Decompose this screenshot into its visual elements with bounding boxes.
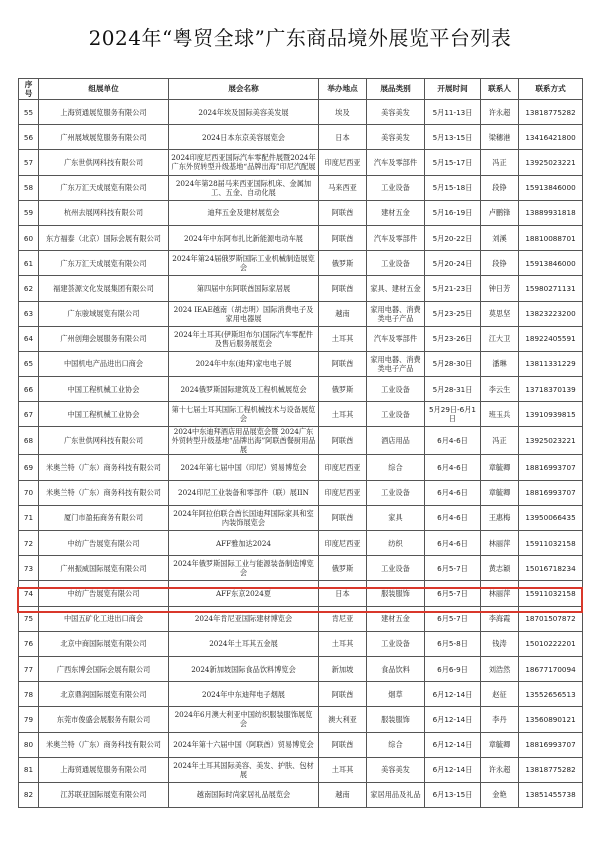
row-index: 63	[19, 301, 39, 326]
table-row	[19, 225, 583, 250]
date-cell: 5月28-30日	[425, 351, 481, 376]
phone-cell: 15980271131	[519, 276, 583, 301]
row-index: 77	[19, 656, 39, 681]
category-cell: 工业设备	[367, 631, 425, 656]
date-cell: 6月12-14日	[425, 682, 481, 707]
exhibition-name-cell: 2024印尼工业装备和零部件（联）展IIN	[169, 480, 319, 505]
location-cell: 越南	[319, 301, 367, 326]
date-cell: 5月16-19日	[425, 200, 481, 225]
category-cell: 家用电器、消费类电子产品	[367, 351, 425, 376]
date-cell: 6月5-7日	[425, 606, 481, 631]
exhibition-name-cell: 2024年肯尼亚国际建材博览会	[169, 606, 319, 631]
table-row	[19, 200, 583, 225]
exhibition-name-cell: 2024年中东(迪拜)家电电子展	[169, 351, 319, 376]
row-index: 81	[19, 757, 39, 782]
organizer-cell: 上海贸通展览服务有限公司	[39, 100, 169, 125]
exhibition-name-cell: 2024年中东阿布扎比新能源电动车展	[169, 225, 319, 250]
row-index: 74	[19, 581, 39, 606]
exhibition-name-cell: 迪拜五金及建材展览会	[169, 200, 319, 225]
contact-cell: 许永超	[481, 757, 519, 782]
phone-cell: 18816993707	[519, 480, 583, 505]
contact-cell: 赵征	[481, 682, 519, 707]
location-cell: 俄罗斯	[319, 377, 367, 402]
row-index: 78	[19, 682, 39, 707]
category-cell: 家用电器、消费类电子产品	[367, 301, 425, 326]
organizer-cell: 北京中商国际展览有限公司	[39, 631, 169, 656]
header-organizer: 组展单位	[39, 79, 169, 100]
exhibition-name-cell: 2024 IEAE越南（胡志明）国际消费电子及家用电器展	[169, 301, 319, 326]
phone-cell: 13823223200	[519, 301, 583, 326]
exhibition-name-cell: 2024年土耳其五金展	[169, 631, 319, 656]
header-location: 举办地点	[319, 79, 367, 100]
category-cell: 汽车及零部件	[367, 326, 425, 351]
organizer-cell: 广西东博会国际会展有限公司	[39, 656, 169, 681]
exhibition-name-cell: 2024中东迪拜酒店用品展览会暨 2024广东外贸转型升级基地“品牌出海”阿联酋餐厨用品展	[169, 427, 319, 455]
row-index: 61	[19, 251, 39, 276]
category-cell: 工业设备	[367, 251, 425, 276]
exhibition-name-cell: 2024印度尼西亚国际汽车零配件展暨2024年广东外贸转型升级基地“品牌出海”印尼汽配展	[169, 150, 319, 175]
date-cell: 6月12-14日	[425, 707, 481, 732]
exhibition-table	[18, 78, 583, 808]
phone-cell: 15911032158	[519, 531, 583, 556]
exhibition-name-cell: 2024俄罗斯国际建筑及工程机械展览会	[169, 377, 319, 402]
row-index: 73	[19, 556, 39, 581]
location-cell: 越南	[319, 782, 367, 807]
contact-cell: 黄志颖	[481, 556, 519, 581]
contact-cell: 林丽萍	[481, 531, 519, 556]
organizer-cell: 广东万汇天成展览有限公司	[39, 175, 169, 200]
exhibition-name-cell: 2024新加坡国际食品饮料博览会	[169, 656, 319, 681]
category-cell: 服装服饰	[367, 581, 425, 606]
table-header-row	[19, 79, 583, 100]
organizer-cell: 福建荟源文化发展集团有限公司	[39, 276, 169, 301]
table-row	[19, 301, 583, 326]
location-cell: 阿联酋	[319, 200, 367, 225]
exhibition-name-cell: 第四届中东阿联酋国际家居展	[169, 276, 319, 301]
category-cell: 美容美发	[367, 100, 425, 125]
table-row	[19, 581, 583, 606]
category-cell: 食品饮料	[367, 656, 425, 681]
phone-cell: 18922405591	[519, 326, 583, 351]
exhibition-name-cell: 2024年阿拉伯联合酋长国迪拜国际家具和室内装饰展览会	[169, 505, 319, 530]
contact-cell: 王惠梅	[481, 505, 519, 530]
table-row	[19, 402, 583, 427]
table-row	[19, 100, 583, 125]
location-cell: 肯尼亚	[319, 606, 367, 631]
location-cell: 阿联酋	[319, 732, 367, 757]
category-cell: 汽车及零部件	[367, 150, 425, 175]
contact-cell: 许永超	[481, 100, 519, 125]
table-row	[19, 326, 583, 351]
location-cell: 俄罗斯	[319, 251, 367, 276]
contact-cell: 章毓卿	[481, 732, 519, 757]
date-cell: 6月6-9日	[425, 656, 481, 681]
category-cell: 家具、建材五金	[367, 276, 425, 301]
date-cell: 6月4-6日	[425, 480, 481, 505]
date-cell: 5月28-31日	[425, 377, 481, 402]
phone-cell: 15016718234	[519, 556, 583, 581]
date-cell: 5月23-25日	[425, 301, 481, 326]
row-index: 64	[19, 326, 39, 351]
phone-cell: 15913846000	[519, 251, 583, 276]
location-cell: 土耳其	[319, 402, 367, 427]
row-index: 66	[19, 377, 39, 402]
location-cell: 印度尼西亚	[319, 480, 367, 505]
contact-cell: 李海霞	[481, 606, 519, 631]
location-cell: 阿联酋	[319, 351, 367, 376]
phone-cell: 13950066435	[519, 505, 583, 530]
organizer-cell: 中纺广告展览有限公司	[39, 581, 169, 606]
exhibition-name-cell: AFF雅加达2024	[169, 531, 319, 556]
contact-cell: 段铮	[481, 251, 519, 276]
organizer-cell: 中国工程机械工业协会	[39, 377, 169, 402]
location-cell: 阿联酋	[319, 276, 367, 301]
contact-cell: 李云生	[481, 377, 519, 402]
exhibition-name-cell: 2024年中东迪拜电子烟展	[169, 682, 319, 707]
organizer-cell: 米奥兰特（广东）商务科技有限公司	[39, 480, 169, 505]
exhibition-name-cell: 2024年埃及国际美容美发展	[169, 100, 319, 125]
category-cell: 综合	[367, 455, 425, 480]
header-date: 开展时间	[425, 79, 481, 100]
table-row	[19, 455, 583, 480]
row-index: 75	[19, 606, 39, 631]
category-cell: 酒店用品	[367, 427, 425, 455]
organizer-cell: 江苏联亚国际展览有限公司	[39, 782, 169, 807]
organizer-cell: 中国机电产品进出口商会	[39, 351, 169, 376]
organizer-cell: 东莞市俊盛会展服务有限公司	[39, 707, 169, 732]
row-index: 59	[19, 200, 39, 225]
phone-cell: 13811331229	[519, 351, 583, 376]
contact-cell: 林丽萍	[481, 581, 519, 606]
phone-cell: 15911032158	[519, 581, 583, 606]
table-row	[19, 631, 583, 656]
date-cell: 6月13-15日	[425, 782, 481, 807]
contact-cell: 刘溪	[481, 225, 519, 250]
category-cell: 家居用品及礼品	[367, 782, 425, 807]
date-cell: 6月4-6日	[425, 455, 481, 480]
contact-cell: 金艳	[481, 782, 519, 807]
organizer-cell: 广东骏域展览有限公司	[39, 301, 169, 326]
phone-cell: 13818775282	[519, 100, 583, 125]
location-cell: 日本	[319, 581, 367, 606]
category-cell: 工业设备	[367, 480, 425, 505]
organizer-cell: 广州创翔会展服务有限公司	[39, 326, 169, 351]
location-cell: 土耳其	[319, 326, 367, 351]
category-cell: 工业设备	[367, 556, 425, 581]
table-row	[19, 556, 583, 581]
category-cell: 工业设备	[367, 377, 425, 402]
phone-cell: 15913846000	[519, 175, 583, 200]
location-cell: 马来西亚	[319, 175, 367, 200]
location-cell: 印度尼西亚	[319, 150, 367, 175]
location-cell: 印度尼西亚	[319, 531, 367, 556]
exhibition-name-cell: 2024年土耳其国际美容、美发、护肤、包材展	[169, 757, 319, 782]
date-cell: 5月15-17日	[425, 150, 481, 175]
location-cell: 阿联酋	[319, 682, 367, 707]
phone-cell: 18810088701	[519, 225, 583, 250]
organizer-cell: 广州展域展览服务有限公司	[39, 125, 169, 150]
row-index: 60	[19, 225, 39, 250]
category-cell: 美容美发	[367, 125, 425, 150]
location-cell: 阿联酋	[319, 427, 367, 455]
organizer-cell: 东方福泰（北京）国际会展有限公司	[39, 225, 169, 250]
date-cell: 5月15-18日	[425, 175, 481, 200]
date-cell: 6月4-6日	[425, 531, 481, 556]
organizer-cell: 广东世供网科技有限公司	[39, 150, 169, 175]
location-cell: 土耳其	[319, 757, 367, 782]
table-row	[19, 782, 583, 807]
category-cell: 建材五金	[367, 606, 425, 631]
row-index: 76	[19, 631, 39, 656]
row-index: 69	[19, 455, 39, 480]
row-index: 68	[19, 427, 39, 455]
document-title: 2024年“粤贸全球”广东商品境外展览平台列表	[88, 26, 512, 50]
organizer-cell: 中纺广告展览有限公司	[39, 531, 169, 556]
date-cell: 6月5-7日	[425, 581, 481, 606]
header-index: 序号	[19, 79, 39, 100]
phone-cell: 18701507872	[519, 606, 583, 631]
exhibition-name-cell: 越南国际时尚家居礼品展览会	[169, 782, 319, 807]
category-cell: 服装服饰	[367, 707, 425, 732]
location-cell: 埃及	[319, 100, 367, 125]
phone-cell: 13818775282	[519, 757, 583, 782]
date-cell: 6月4-6日	[425, 427, 481, 455]
phone-cell: 13925023221	[519, 150, 583, 175]
table-row	[19, 656, 583, 681]
date-cell: 6月12-14日	[425, 757, 481, 782]
category-cell: 工业设备	[367, 402, 425, 427]
category-cell: 汽车及零部件	[367, 225, 425, 250]
contact-cell: 钟日芳	[481, 276, 519, 301]
exhibition-name-cell: AFF东京2024夏	[169, 581, 319, 606]
phone-cell: 18816993707	[519, 732, 583, 757]
contact-cell: 冯正	[481, 150, 519, 175]
organizer-cell: 广东世供网科技有限公司	[39, 427, 169, 455]
phone-cell: 13560890121	[519, 707, 583, 732]
location-cell: 土耳其	[319, 631, 367, 656]
date-cell: 5月20-22日	[425, 225, 481, 250]
organizer-cell: 广州振威国际展览有限公司	[39, 556, 169, 581]
date-cell: 5月11-13日	[425, 100, 481, 125]
organizer-cell: 中国工程机械工业协会	[39, 402, 169, 427]
contact-cell: 卢鹏锋	[481, 200, 519, 225]
exhibition-name-cell: 2024年第十六届中国（阿联酋）贸易博览会	[169, 732, 319, 757]
category-cell: 美容美发	[367, 757, 425, 782]
table-row	[19, 150, 583, 175]
category-cell: 烟草	[367, 682, 425, 707]
date-cell: 6月4-6日	[425, 505, 481, 530]
phone-cell: 18816993707	[519, 455, 583, 480]
exhibition-name-cell: 2024年第七届中国（印尼）贸易博览会	[169, 455, 319, 480]
location-cell: 新加坡	[319, 656, 367, 681]
organizer-cell: 厦门市盈拓商务有限公司	[39, 505, 169, 530]
exhibition-name-cell: 第十七届土耳其国际工程机械技术与设备展览会	[169, 402, 319, 427]
date-cell: 5月29日-6月1日	[425, 402, 481, 427]
row-index: 55	[19, 100, 39, 125]
location-cell: 俄罗斯	[319, 556, 367, 581]
contact-cell: 冯正	[481, 427, 519, 455]
table-body	[19, 100, 583, 808]
contact-cell: 段铮	[481, 175, 519, 200]
table-row	[19, 377, 583, 402]
exhibition-name-cell: 2024年俄罗斯国际工业与能源装备制造博览会	[169, 556, 319, 581]
contact-cell: 章毓卿	[481, 480, 519, 505]
contact-cell: 李丹	[481, 707, 519, 732]
row-index: 62	[19, 276, 39, 301]
contact-cell: 钱涛	[481, 631, 519, 656]
table-row	[19, 606, 583, 631]
header-phone: 联系方式	[519, 79, 583, 100]
contact-cell: 江大卫	[481, 326, 519, 351]
phone-cell: 15010222201	[519, 631, 583, 656]
date-cell: 5月23-26日	[425, 326, 481, 351]
exhibition-name-cell: 2024日本东京美容展览会	[169, 125, 319, 150]
date-cell: 6月12-14日	[425, 732, 481, 757]
location-cell: 日本	[319, 125, 367, 150]
row-index: 65	[19, 351, 39, 376]
row-index: 58	[19, 175, 39, 200]
table-row	[19, 251, 583, 276]
phone-cell: 13718370139	[519, 377, 583, 402]
location-cell: 澳大利亚	[319, 707, 367, 732]
location-cell: 阿联酋	[319, 225, 367, 250]
organizer-cell: 广东万汇天成展览有限公司	[39, 251, 169, 276]
organizer-cell: 北京鼎润国际展览有限公司	[39, 682, 169, 707]
phone-cell: 18677170094	[519, 656, 583, 681]
row-index: 71	[19, 505, 39, 530]
contact-cell: 莫思坚	[481, 301, 519, 326]
header-contact: 联系人	[481, 79, 519, 100]
phone-cell: 13552656513	[519, 682, 583, 707]
table-row	[19, 531, 583, 556]
date-cell: 5月21-23日	[425, 276, 481, 301]
table-row	[19, 505, 583, 530]
exhibition-name-cell: 2024年6月澳大利亚中国纺织服装服饰展览会	[169, 707, 319, 732]
category-cell: 家具	[367, 505, 425, 530]
contact-cell: 章毓卿	[481, 455, 519, 480]
row-index: 82	[19, 782, 39, 807]
table-row	[19, 175, 583, 200]
category-cell: 综合	[367, 732, 425, 757]
table-row	[19, 427, 583, 455]
organizer-cell: 中国五矿化工进出口商会	[39, 606, 169, 631]
location-cell: 阿联酋	[319, 505, 367, 530]
header-exhibition-name: 展会名称	[169, 79, 319, 100]
contact-cell: 刘浩然	[481, 656, 519, 681]
category-cell: 纺织	[367, 531, 425, 556]
table-row	[19, 351, 583, 376]
contact-cell: 潘琳	[481, 351, 519, 376]
phone-cell: 13889931818	[519, 200, 583, 225]
exhibition-name-cell: 2024年土耳其(伊斯坦布尔)国际汽车零配件及售后服务展览会	[169, 326, 319, 351]
table-row	[19, 732, 583, 757]
phone-cell: 13910939815	[519, 402, 583, 427]
row-index: 80	[19, 732, 39, 757]
category-cell: 工业设备	[367, 175, 425, 200]
contact-cell: 梁穗港	[481, 125, 519, 150]
exhibition-name-cell: 2024年第28届马来西亚国际机床、金属加工、五金、自动化展	[169, 175, 319, 200]
organizer-cell: 杭州去展网科技有限公司	[39, 200, 169, 225]
date-cell: 6月5-8日	[425, 631, 481, 656]
contact-cell: 班玉兵	[481, 402, 519, 427]
row-index: 70	[19, 480, 39, 505]
table-row	[19, 682, 583, 707]
table-row	[19, 125, 583, 150]
phone-cell: 13851455738	[519, 782, 583, 807]
organizer-cell: 米奥兰特（广东）商务科技有限公司	[39, 732, 169, 757]
exhibition-name-cell: 2024年第24届俄罗斯国际工业机械制造展览会	[169, 251, 319, 276]
table-row	[19, 707, 583, 732]
row-index: 67	[19, 402, 39, 427]
table-row	[19, 276, 583, 301]
organizer-cell: 米奥兰特（广东）商务科技有限公司	[39, 455, 169, 480]
date-cell: 5月13-15日	[425, 125, 481, 150]
organizer-cell: 上海贸通展览服务有限公司	[39, 757, 169, 782]
location-cell: 印度尼西亚	[319, 455, 367, 480]
table-row	[19, 480, 583, 505]
row-index: 56	[19, 125, 39, 150]
table-row	[19, 757, 583, 782]
date-cell: 6月5-7日	[425, 556, 481, 581]
row-index: 57	[19, 150, 39, 175]
phone-cell: 13416421800	[519, 125, 583, 150]
phone-cell: 13925023221	[519, 427, 583, 455]
row-index: 79	[19, 707, 39, 732]
row-index: 72	[19, 531, 39, 556]
date-cell: 5月20-24日	[425, 251, 481, 276]
header-category: 展品类别	[367, 79, 425, 100]
category-cell: 建材五金	[367, 200, 425, 225]
